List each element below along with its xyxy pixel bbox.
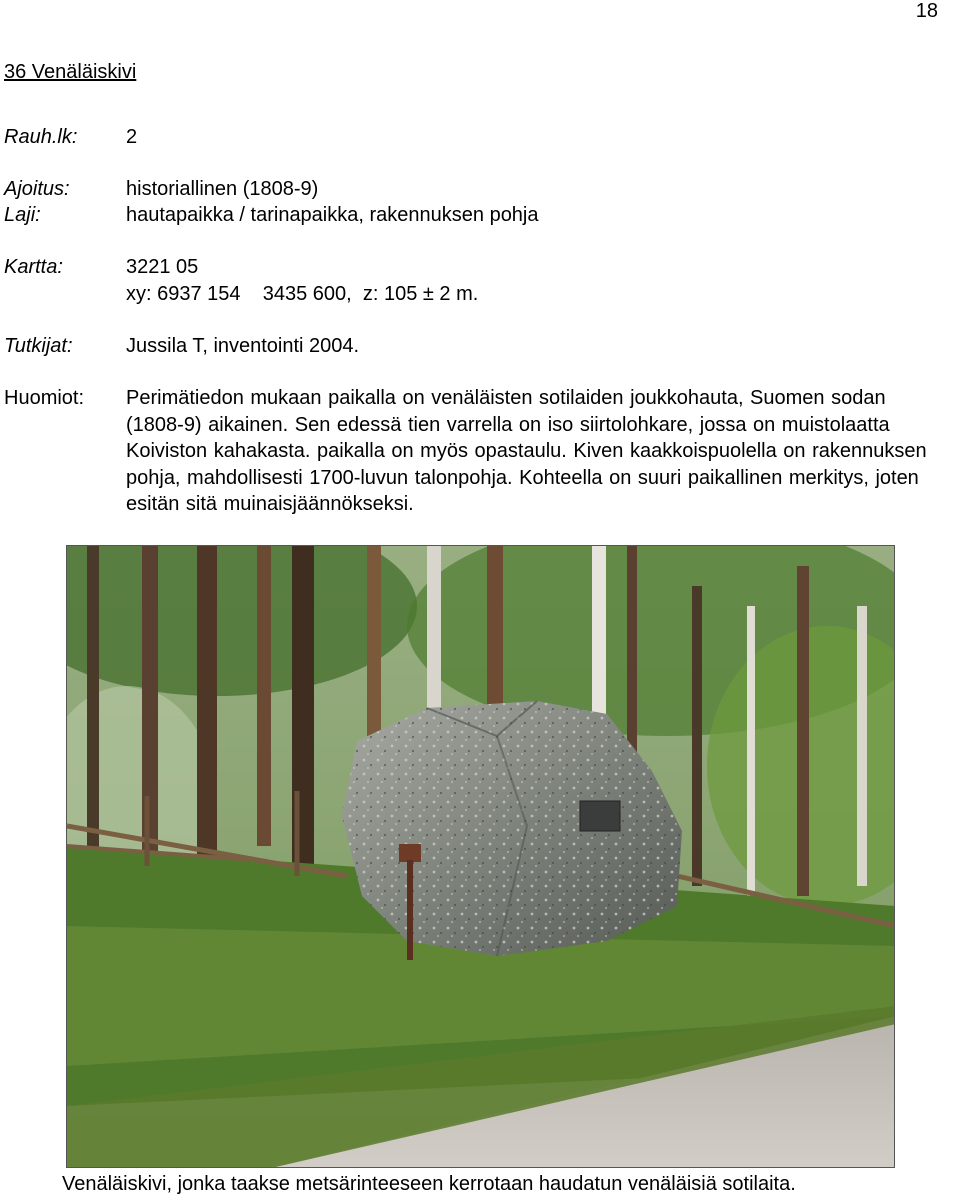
laji-value: hautapaikka / tarinapaikka, rakennuksen pohja bbox=[126, 204, 539, 226]
kartta-coordinates: xy: 6937 154 3435 600, z: 105 ± 2 m. bbox=[126, 283, 479, 305]
tutkijat-value: Jussila T, inventointi 2004. bbox=[126, 335, 360, 357]
ajoitus-label: Ajoitus: bbox=[4, 178, 70, 200]
huomiot-label: Huomiot: bbox=[4, 387, 85, 409]
page-number: 18 bbox=[915, 0, 938, 22]
laji-label: Laji: bbox=[4, 204, 41, 226]
tutkijat-label: Tutkijat: bbox=[4, 335, 73, 357]
huomiot-text: Perimätiedon mukaan paikalla on venäläisten sotilaiden joukkohauta, Suomen sodan (1808-9) aikainen. Sen edessä tien varrella on iso siirtolohkare, jossa on muistolaatta Koiviston kahakasta. paikalla on myös opastaulu. Kiven kaakkoispuolella on rakennuksen pohja, mahdollisesti 1700-luvun talonpohja. Kohteella on suuri paikallinen merkitys, joten esitän sitä muinaisjäännökseksi. bbox=[126, 387, 927, 515]
forest-boulder-illustration bbox=[67, 546, 895, 1168]
ajoitus-value: historiallinen (1808-9) bbox=[126, 178, 319, 200]
page-title: 36 Venäläiskivi bbox=[4, 61, 137, 83]
kartta-label: Kartta: bbox=[4, 256, 63, 278]
rauh-label: Rauh.lk: bbox=[4, 126, 78, 148]
rauh-value: 2 bbox=[126, 126, 138, 148]
boulder-photo bbox=[66, 545, 895, 1168]
photo-caption: Venäläiskivi, jonka taakse metsärinteeseen kerrotaan haudatun venäläisiä sotilaita. bbox=[62, 1173, 796, 1195]
kartta-value: 3221 05 bbox=[126, 256, 199, 278]
